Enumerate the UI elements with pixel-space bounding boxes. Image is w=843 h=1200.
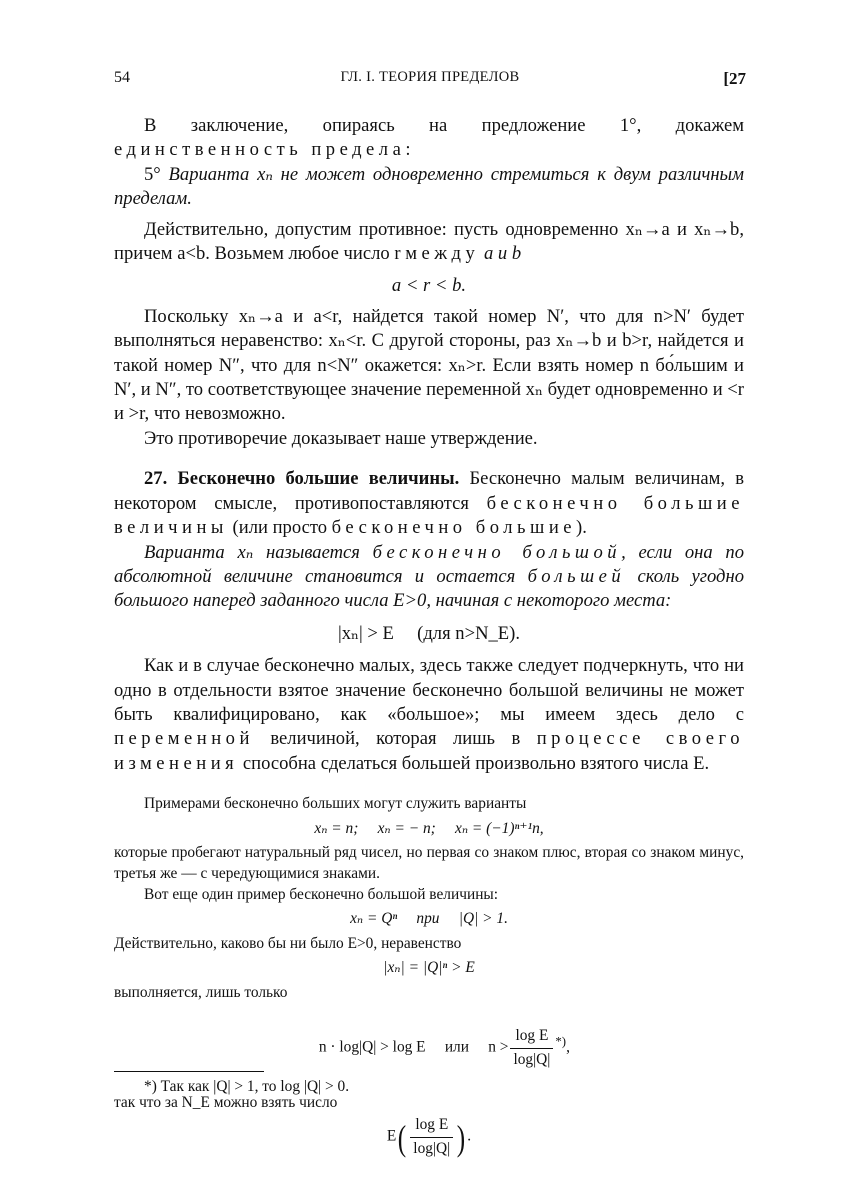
paragraph-proof: Действительно, допустим противное: пусть одновременно xₙ→a и xₙ→b, причем a<b. Возьмем любое число r между a и b (114, 218, 744, 265)
definition-infinitely-large: Варианта xₙ называется бесконечно большой, если она по абсолютной величине становится и остается большей сколь угодно большого наперед заданного числа E>0, начиная с некоторого места: (114, 541, 744, 612)
page-header (114, 69, 746, 91)
paragraph-remark: Как и в случае бесконечно малых, здесь также следует подчеркнуть, что ни одно в отдельности взятое значение бесконечно большой величины не может быть квалифицировано, как «большое»; мы имеем здесь дело с переменной величиной, которая лишь в процессе своего изменения способна сделаться большей произвольно взятого числа E. (114, 655, 744, 774)
formula-entier: E( $\frac{\text{log E}}{\log|Q|}$ ) . (114, 1115, 744, 1159)
formula-examples: xₙ = n; xₙ = − n; xₙ = (−1)ⁿ⁺¹n, (314, 819, 544, 837)
formula-power: xₙ = Qⁿ при |Q| > 1. (350, 910, 508, 928)
paragraph-contradiction: Это противоречие доказывает наше утверждение. (144, 427, 538, 449)
holds-when-text: выполняется, лишь только (114, 983, 288, 1001)
formula-log-condition: n · log|Q| > log E или n > $\frac{\text{log E}}{\log|Q|}$ *), (114, 1006, 744, 1091)
paragraph-argument: Поскольку xₙ→a и a<r, найдется такой номер N′, что для n>N′ будет выполняться неравенство: xₙ<r. С другой стороны, раз xₙ→b и b>r, найдется и такой номер N″, что для n<N″ окажется: xₙ>r. Если взять номер n бо́льшим и N′, и N″, то соответствующее значение переменной xₙ будет одновременно и <r и >r, что невозможно. (114, 305, 744, 425)
formula-abs-power: |xₙ| = |Q|ⁿ > E (383, 959, 475, 977)
another-example: Вот еще один пример бесконечно большой величины: (144, 885, 499, 903)
section-27: 27. Бесконечно большие величины. Бесконечно малым величинам, в некотором смысле, противопоставляются бесконечно большие величины (или просто бесконечно большие). (114, 468, 744, 539)
footnote-divider (114, 1071, 264, 1072)
indeed-text: Действительно, каково бы ни было E>0, неравенство (114, 934, 462, 952)
formula-definition: |xₙ| > E (для n>N_E). (337, 622, 520, 644)
spaced-term: единственность предела: (114, 139, 416, 161)
fraction-entier: $\frac{\text{log E}}{\log|Q|}$ (410, 1115, 453, 1159)
main-text (114, 114, 744, 1162)
footnote: *) Так как |Q| > 1, то log |Q| > 0. (144, 1078, 350, 1095)
choose-n-text: так что за N_E можно взять число (114, 1093, 338, 1111)
running-title: ГЛ. I. ТЕОРИЯ ПРЕДЕЛОВ (340, 69, 520, 85)
small-print-examples (114, 794, 744, 1160)
fraction-log: $\frac{\text{log E}}{\log|Q|}$ (510, 1026, 553, 1070)
paragraph-conclusion: В заключение, опираясь на предложение 1°, докажем единственность предела: (114, 115, 744, 161)
proposition-5: 5° Варианта xₙ не может одновременно стремиться к двум различным пределам. (114, 163, 745, 210)
section-marker: [27 (723, 69, 746, 88)
examples-explanation: которые пробегают натуральный ряд чисел, но первая со знаком плюс, вторая со знаком минус, третья же — с чередующимися знаками. (114, 844, 744, 882)
formula-inequality: a < r < b. (391, 275, 467, 297)
footnote-mark: *) (555, 1034, 567, 1049)
page-number: 54 (114, 69, 130, 86)
section-heading: 27. Бесконечно большие величины. (144, 468, 460, 490)
examples-intro: Примерами бесконечно больших могут служить варианты (144, 795, 527, 813)
